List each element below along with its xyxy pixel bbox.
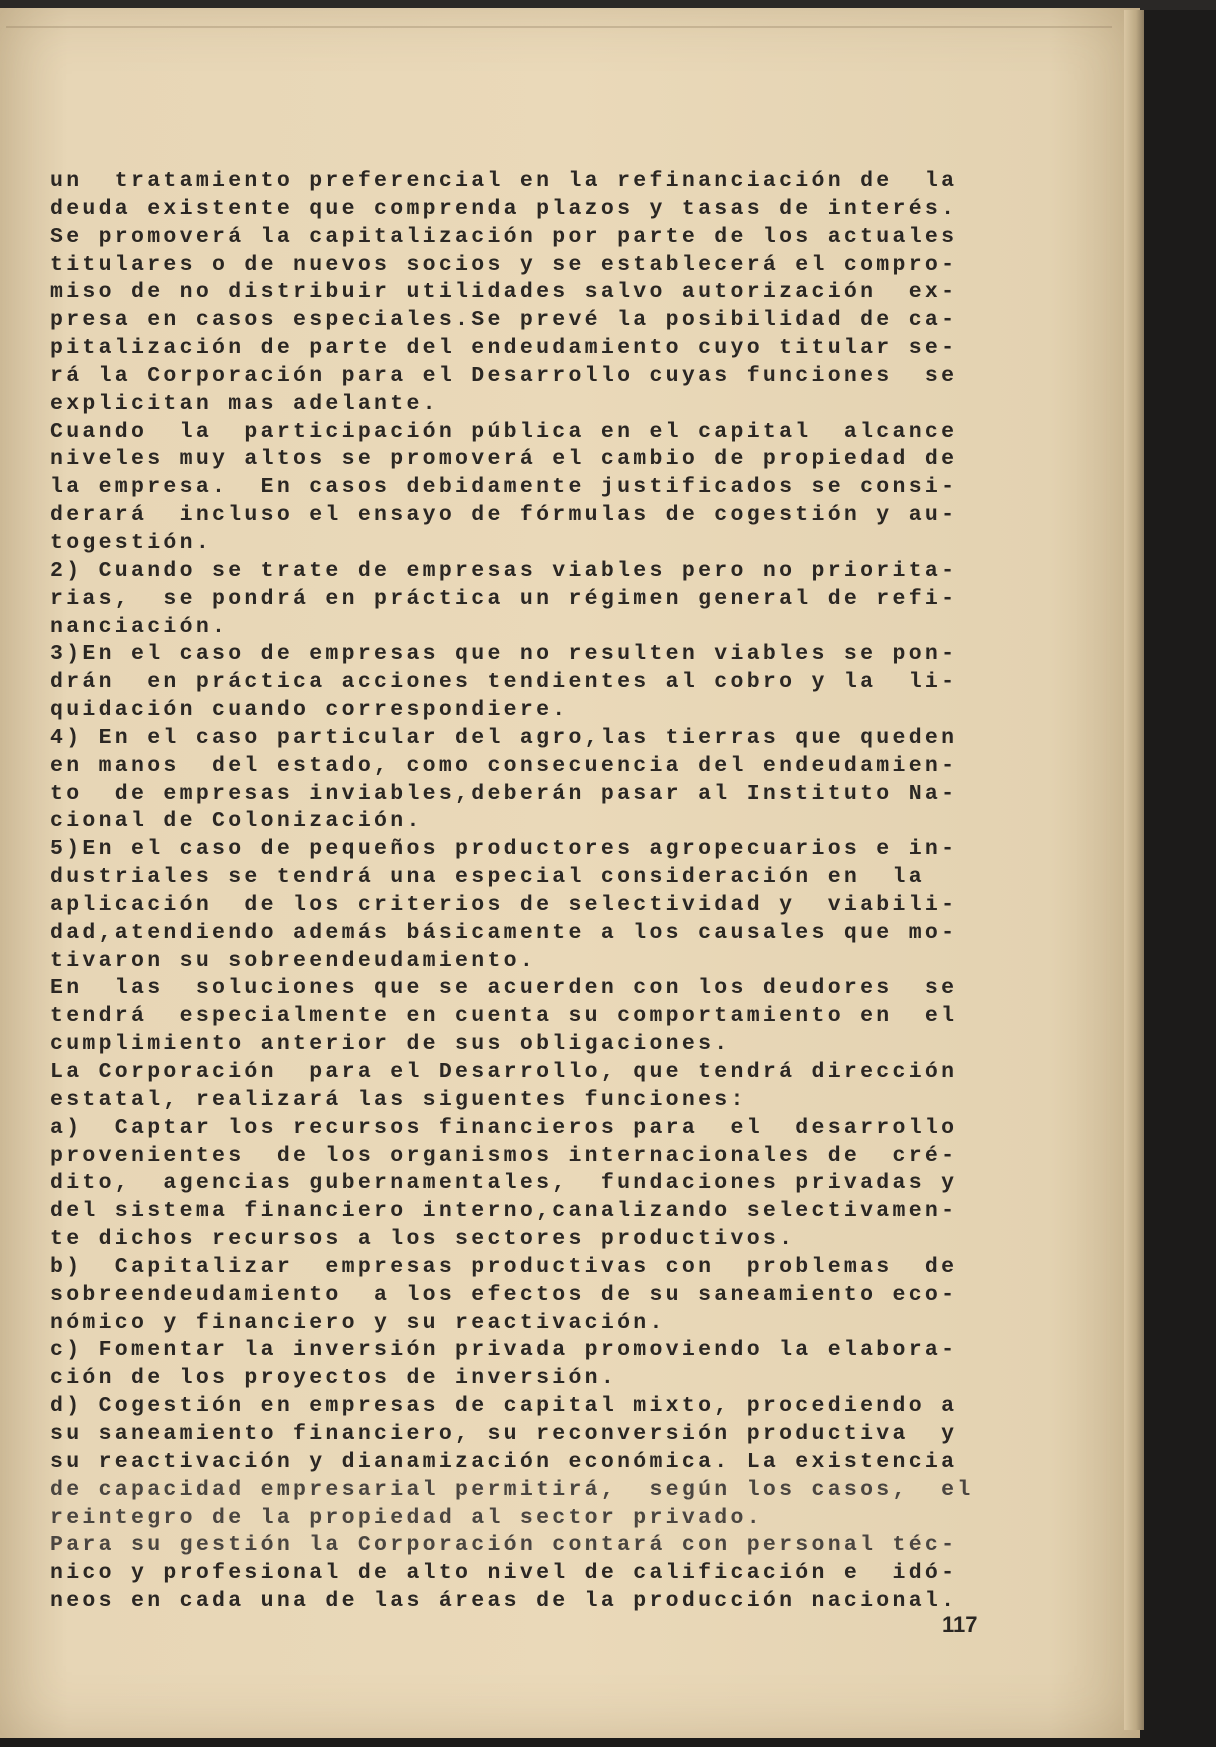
page-fold-line bbox=[6, 26, 1112, 28]
text-line: su saneamiento financiero, su reconversión productiva y bbox=[50, 1421, 958, 1446]
text-line: En las soluciones que se acuerden con los deudores se bbox=[50, 976, 958, 1001]
text-line: ción de los proyectos de inversión. bbox=[50, 1366, 618, 1391]
text-line: to de empresas inviables,deberán pasar al Instituto Na- bbox=[50, 781, 958, 806]
text-line: La Corporación para el Desarrollo, que tendrá dirección bbox=[50, 1060, 958, 1084]
text-line: provenientes de los organismos internacionales de cré- bbox=[50, 1143, 958, 1168]
text-line: en manos del estado, como consecuencia del endeudamien- bbox=[50, 753, 958, 778]
text-line: dito, agencias gubernamentales, fundaciones privadas y bbox=[50, 1171, 958, 1196]
text-line: nómico y financiero y su reactivación. bbox=[50, 1310, 666, 1335]
text-line: a) Captar los recursos financieros para el desarrollo bbox=[50, 1115, 958, 1140]
text-line: 5)En el caso de pequeños productores agropecuarios e in- bbox=[50, 837, 958, 862]
text-line: niveles muy altos se promoverá el cambio de propiedad de bbox=[50, 447, 958, 472]
text-line: 4) En el caso particular del agro,las tierras que queden bbox=[50, 725, 958, 750]
text-line: cumplimiento anterior de sus obligaciones. bbox=[50, 1032, 731, 1057]
text-line: tivaron su sobreendeudamiento. bbox=[50, 948, 537, 973]
text-line: miso de no distribuir utilidades salvo autorización ex- bbox=[50, 280, 958, 305]
text-line: rias, se pondrá en práctica un régimen general de refi- bbox=[50, 586, 958, 611]
text-line: titulares o de nuevos socios y se establecerá el compro- bbox=[50, 252, 958, 277]
text-line: derará incluso el ensayo de fórmulas de cogestión y au- bbox=[50, 503, 958, 528]
text-line: un tratamiento preferencial en la refinanciación de la bbox=[50, 169, 958, 193]
text-line: sobreendeudamiento a los efectos de su saneamiento eco- bbox=[50, 1282, 958, 1307]
text-line: c) Fomentar la inversión privada promoviendo la elabora- bbox=[50, 1338, 958, 1363]
text-line: Cuando la participación pública en el capital alcance bbox=[50, 419, 958, 444]
text-line: reintegro de la propiedad al sector privado. bbox=[50, 1505, 763, 1530]
text-line: quidación cuando correspondiere. bbox=[50, 698, 569, 723]
text-line: 2) Cuando se trate de empresas viables pero no priorita- bbox=[50, 558, 958, 583]
text-line: Se promoverá la capitalización por parte de los actuales bbox=[50, 224, 958, 249]
text-line: 3)En el caso de empresas que no resulten viables se pon- bbox=[50, 642, 958, 667]
page-number: 117 bbox=[942, 1612, 978, 1637]
text-line: presa en casos especiales.Se prevé la posibilidad de ca- bbox=[50, 308, 958, 333]
text-line: togestión. bbox=[50, 530, 213, 555]
text-line: de capacidad empresarial permitirá, según los casos, el bbox=[50, 1477, 974, 1502]
text-line: Para su gestión la Corporación contará con personal téc- bbox=[50, 1533, 958, 1558]
text-line: tendrá especialmente en cuenta su comportamiento en el bbox=[50, 1004, 958, 1029]
text-line: deuda existente que comprenda plazos y tasas de interés. bbox=[50, 196, 958, 221]
page-binding-edge bbox=[1124, 10, 1144, 1730]
text-line: drán en práctica acciones tendientes al cobro y la li- bbox=[50, 670, 958, 695]
text-line: pitalización de parte del endeudamiento cuyo titular se- bbox=[50, 336, 958, 361]
text-line: del sistema financiero interno,canalizando selectivamen- bbox=[50, 1199, 958, 1224]
text-line: nanciación. bbox=[50, 614, 229, 639]
text-line: d) Cogestión en empresas de capital mixto, procediendo a bbox=[50, 1394, 958, 1419]
body-text bbox=[50, 168, 1010, 1616]
text-line: explicitan mas adelante. bbox=[50, 391, 439, 416]
text-line: te dichos recursos a los sectores productivos. bbox=[50, 1227, 796, 1252]
text-line: b) Capitalizar empresas productivas con problemas de bbox=[50, 1254, 958, 1279]
text-line: su reactivación y dianamización económica. La existencia bbox=[50, 1449, 958, 1474]
text-line: dustriales se tendrá una especial consideración en la bbox=[50, 865, 925, 890]
text-line: la empresa. En casos debidamente justificados se consi- bbox=[50, 475, 958, 500]
text-line: neos en cada una de las áreas de la producción nacional. bbox=[50, 1589, 958, 1614]
text-line: estatal, realizará las siguentes funciones: bbox=[50, 1087, 747, 1112]
text-line: nico y profesional de alto nivel de calificación e idó- bbox=[50, 1561, 958, 1586]
text-line: rá la Corporación para el Desarrollo cuyas funciones se bbox=[50, 363, 958, 388]
text-line: dad,atendiendo además básicamente a los causales que mo- bbox=[50, 920, 958, 945]
text-line: cional de Colonización. bbox=[50, 809, 423, 834]
text-line: aplicación de los criterios de selectividad y viabili- bbox=[50, 892, 958, 917]
